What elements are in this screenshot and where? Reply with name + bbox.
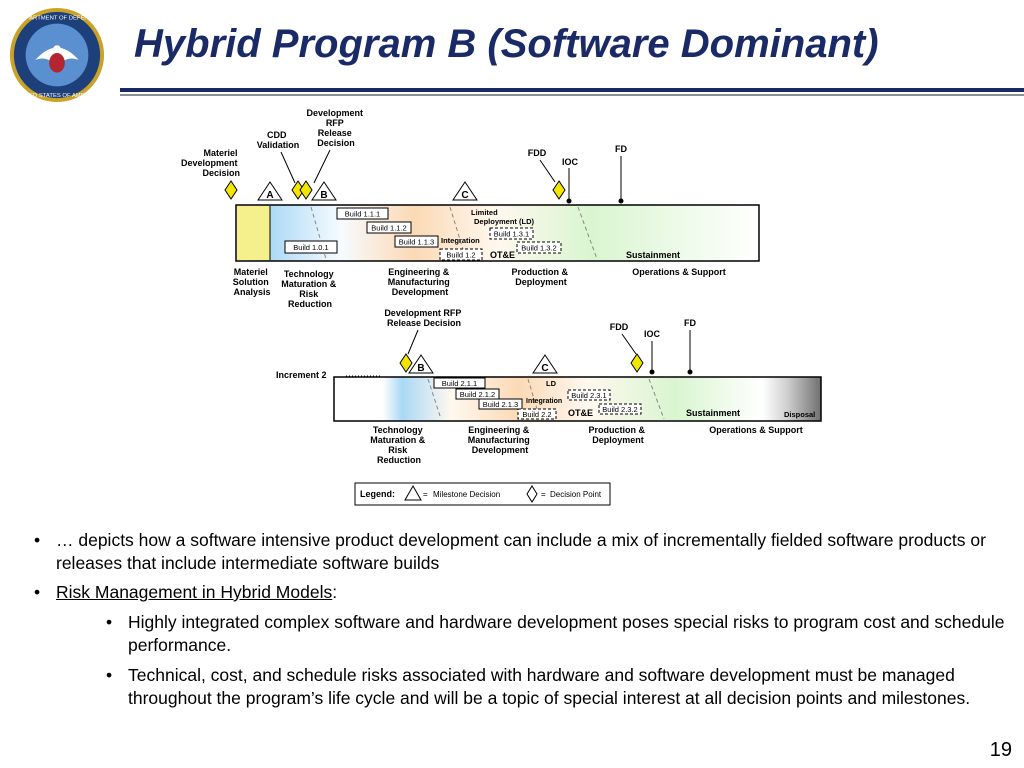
build-1-3-1	[490, 228, 533, 239]
phase-os-1: Operations & Support	[632, 267, 726, 277]
phase-tmrr-2: Technology Maturation & Risk Reduction	[370, 425, 426, 465]
milestone-c-2	[533, 355, 557, 374]
label-ote-2: OT&E	[568, 408, 594, 418]
decision-point-fdd-2	[631, 354, 643, 372]
decision-point-fdd-1	[553, 181, 565, 199]
svg-text:UNITED STATES OF AMERICA: UNITED STATES OF AMERICA	[15, 93, 99, 100]
svg-text:Build 1.3.1: Build 1.3.1	[493, 229, 530, 239]
svg-text:Build 1.3.2: Build 1.3.2	[521, 243, 557, 253]
milestone-b-2	[409, 355, 433, 374]
label-dev-rfp-release-2: Development RFP Release Decision	[384, 308, 462, 328]
build-2-1-2	[456, 389, 499, 399]
page-title: Hybrid Program B (Software Dominant)	[134, 22, 879, 66]
svg-text:C: C	[461, 190, 469, 201]
svg-text:Build 1.0.1: Build 1.0.1	[293, 243, 329, 252]
increment-1	[181, 108, 759, 309]
acquisition-diagram	[0, 100, 1024, 520]
bullet-2-colon: :	[332, 582, 338, 602]
phase-tmrr-1: Technology Maturation & Risk Reduction	[281, 269, 337, 309]
legend-milestone-decision: Milestone Decision	[433, 490, 501, 499]
build-1-1-3	[395, 236, 438, 247]
svg-text:Build 1.1.2: Build 1.1.2	[371, 223, 407, 233]
milestone-a	[258, 182, 282, 201]
svg-text:C: C	[541, 363, 549, 374]
legend-eq-1: =	[423, 490, 428, 499]
svg-text:Build 2.3.1: Build 2.3.1	[571, 391, 607, 400]
label-sustainment-2: Sustainment	[686, 408, 741, 418]
risk-management-link[interactable]: Risk Management in Hybrid Models	[56, 582, 333, 602]
build-1-2	[440, 249, 482, 260]
label-ioc-1: IOC	[561, 157, 579, 167]
bullet-glyph: •	[106, 665, 113, 685]
build-1-1-2	[367, 222, 411, 233]
title-rule-secondary	[120, 94, 1024, 96]
svg-text:Build 2.3.2: Build 2.3.2	[602, 405, 638, 414]
svg-text:Build 2.1.1: Build 2.1.1	[441, 379, 478, 388]
svg-text:Build 1.1.3: Build 1.1.3	[398, 237, 435, 247]
phase-msa: Materiel Solution Analysis	[232, 267, 271, 297]
label-sustainment-1: Sustainment	[626, 250, 681, 260]
label-fdd-1: FDD	[527, 148, 547, 158]
svg-text:Build 2.1.3: Build 2.1.3	[482, 400, 519, 409]
svg-text:Build 1.2: Build 1.2	[446, 250, 476, 260]
phase-emd-1: Engineering & Manufacturing Development	[387, 267, 450, 297]
title-rule	[120, 88, 1024, 92]
phase-os-2: Operations & Support	[709, 425, 803, 435]
label-materiel-dev-decision: Materiel Development Decision	[180, 148, 240, 178]
svg-text:DEPARTMENT OF DEFENSE: DEPARTMENT OF DEFENSE	[17, 15, 97, 22]
label-ld-2: LD	[546, 379, 556, 388]
bullet-1-text: … depicts how a software intensive product development can include a mix of incrementally fielded software products or releases that include intermediate software builds	[56, 530, 986, 573]
sub-bullet-1-text: Highly integrated complex software and hardware development poses special risks to program cost and schedule performance.	[128, 612, 1005, 655]
decision-point-rfp-1	[300, 181, 312, 199]
svg-text:B: B	[417, 363, 425, 374]
build-2-1-3	[479, 399, 522, 409]
svg-text:B: B	[320, 190, 328, 201]
page-number: 19	[989, 739, 1012, 761]
increment-2	[276, 308, 821, 465]
label-increment-2: Increment 2	[276, 370, 327, 380]
bullet-glyph: •	[106, 612, 113, 632]
legend-label: Legend:	[360, 489, 395, 499]
sub-bullet-1	[106, 611, 1008, 657]
label-ioc-2: IOC	[643, 329, 661, 339]
label-cdd-validation: CDD Validation	[256, 130, 300, 150]
svg-text:Build 1.1.1: Build 1.1.1	[344, 209, 381, 219]
svg-text:A: A	[266, 190, 274, 201]
bullet-1	[34, 529, 1006, 575]
build-1-3-2	[517, 242, 561, 253]
decision-point-rfp-2	[400, 354, 412, 372]
phase-pd-1: Production & Deployment	[511, 267, 568, 287]
label-integration-1: Integration	[441, 236, 480, 245]
label-fd-1: FD	[615, 144, 627, 154]
milestone-c-1	[453, 182, 477, 201]
svg-text:Build 2.2: Build 2.2	[522, 410, 552, 419]
build-2-3-2	[599, 404, 641, 414]
phase-pd-2: Production & Deployment	[588, 425, 645, 445]
build-2-3-1	[568, 390, 610, 400]
bullet-glyph: •	[34, 530, 41, 550]
bullet-2	[34, 581, 1006, 604]
sub-bullet-2-text: Technical, cost, and schedule risks associated with hardware and software development must be managed throughout the program’s life cycle and will be a topic of special interest at all decision points and milestones.	[128, 665, 971, 708]
sub-bullet-2	[106, 664, 1008, 710]
label-disposal: Disposal	[784, 410, 816, 419]
decision-point-mdd	[225, 181, 237, 199]
legend-decision-point: Decision Point	[550, 490, 602, 499]
label-fd-2: FD	[684, 318, 696, 328]
build-1-1-1	[337, 208, 388, 219]
label-fdd-2: FDD	[609, 322, 629, 332]
label-dev-rfp-release: Development RFP Release Decision	[306, 108, 363, 148]
label-ote-1: OT&E	[490, 250, 516, 260]
legend-eq-2: =	[541, 490, 546, 499]
label-integration-2: Integration	[526, 398, 563, 405]
milestone-b-1	[312, 182, 336, 201]
department-of-defense-seal	[8, 6, 106, 104]
bullet-glyph: •	[34, 582, 41, 602]
phase-emd-2: Engineering & Manufacturing Development	[467, 425, 530, 455]
build-2-1-1	[434, 378, 485, 388]
build-2-2	[518, 409, 556, 419]
build-1-0-1	[285, 241, 337, 253]
label-ld-1: Limited Deployment (LD)	[471, 208, 534, 226]
legend	[355, 483, 610, 505]
svg-text:Build 2.1.2: Build 2.1.2	[459, 390, 496, 399]
